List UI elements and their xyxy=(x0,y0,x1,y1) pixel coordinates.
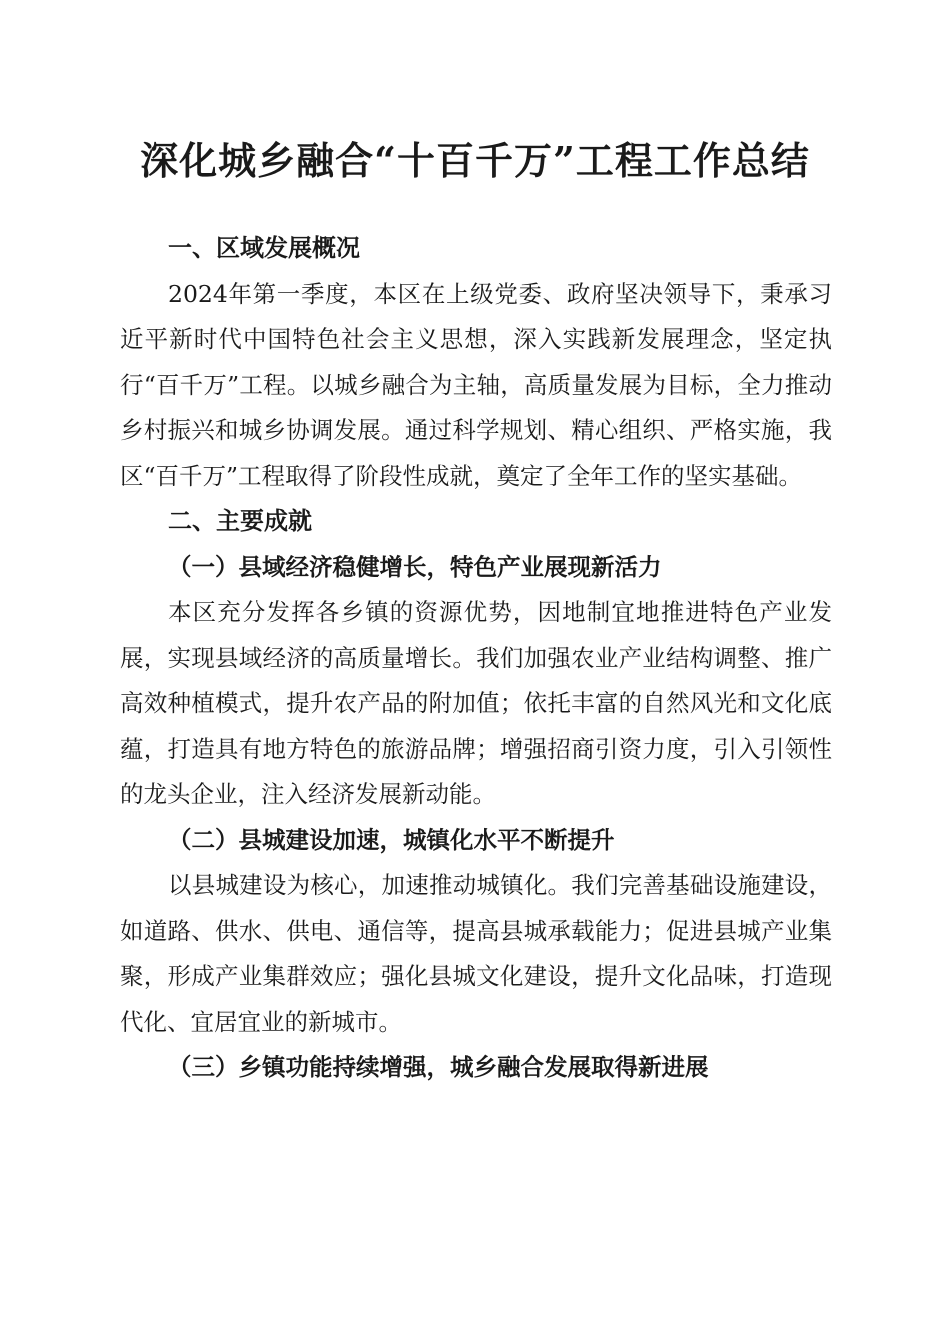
county-economy-paragraph: 本区充分发挥各乡镇的资源优势，因地制宜地推进特色产业发展，实现县域经济的高质量增长。我们加强农业产业结构调整、推广高效种植模式，提升农产品的附加值；依托丰富的自然风光和文化底蕴，打造具有地方特色的旅游品牌；增强招商引资力度，引入引领性的龙头企业，注入经济发展新动能。 xyxy=(120,598,832,808)
county-construction-paragraph: 以县城建设为核心，加速推动城镇化。我们完善基础设施建设，如道路、供水、供电、通信等，提高县城承载能力；促进县城产业集聚，形成产业集群效应；强化县城文化建设，提升文化品味，打造现代化、宜居宜业的新城市。 xyxy=(120,871,832,1036)
section-heading-overview: 一、区域发展概况 xyxy=(168,234,360,262)
section-heading-achievements: 二、主要成就 xyxy=(168,507,312,535)
document-body xyxy=(120,226,832,1091)
overview-paragraph: 2024年第一季度，本区在上级党委、政府坚决领导下，秉承习近平新时代中国特色社会主义思想，深入实践新发展理念，坚定执行“百千万”工程。以城乡融合为主轴，高质量发展为目标，全力推动乡村振兴和城乡协调发展。通过科学规划、精心组织、严格实施，我区“百千万”工程取得了阶段性成就，奠定了全年工作的坚实基础。 xyxy=(120,279,832,490)
subsection-heading-township-function: （三）乡镇功能持续增强，城乡融合发展取得新进展 xyxy=(168,1053,709,1081)
subsection-heading-county-construction: （二）县城建设加速，城镇化水平不断提升 xyxy=(168,825,615,854)
subsection-heading-county-economy: （一）县域经济稳健增长，特色产业展现新活力 xyxy=(168,552,662,581)
document-title: 深化城乡融合“十百千万”工程工作总结 xyxy=(140,138,810,183)
